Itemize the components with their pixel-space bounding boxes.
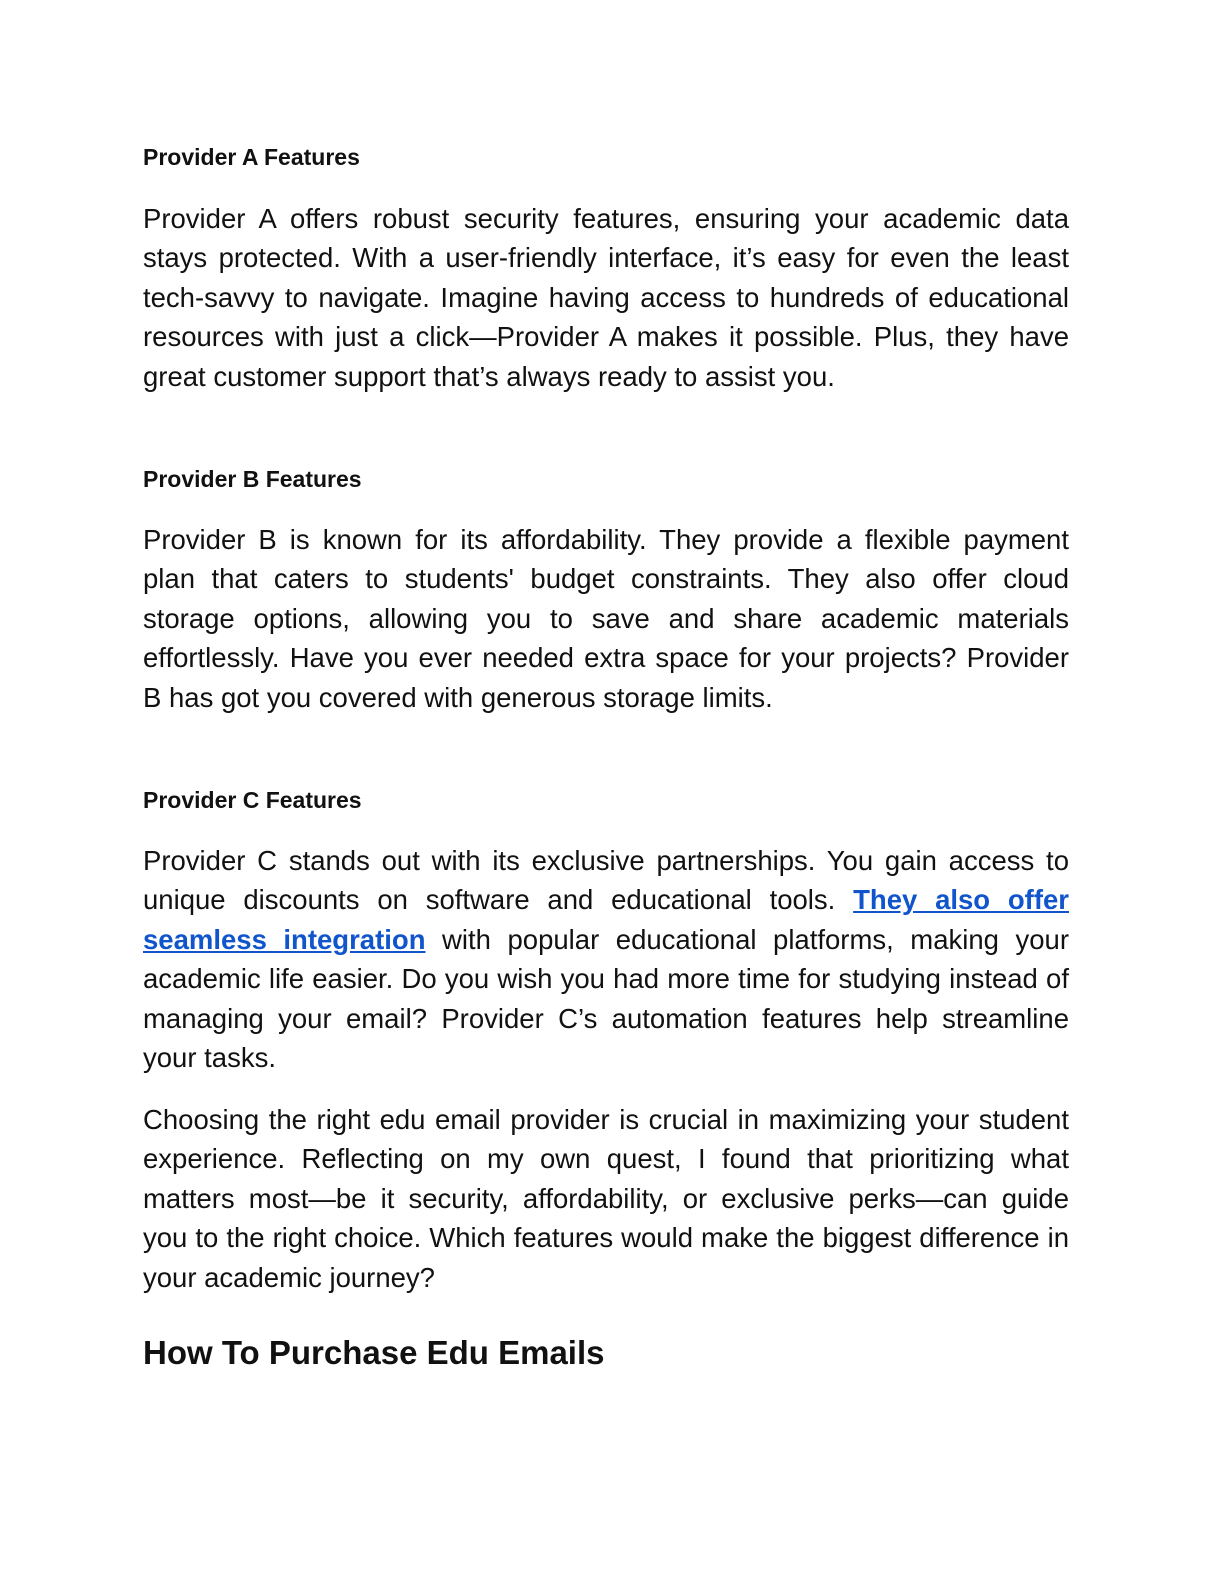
- seamless-integration-link[interactable]: They also offer seamless integration: [143, 884, 1069, 955]
- provider-b-paragraph: Provider B is known for its affordability. They provide a flexible payment plan that caters to students' budget constraints. They also offer cloud storage options, allowing you to save and share academic materials effortlessly. Have you ever needed extra space for your projects? Provider B has got you covered with generous storage limits.: [143, 524, 1069, 713]
- provider-b-heading: Provider B Features: [143, 466, 362, 492]
- provider-c-paragraph: [143, 841, 1069, 1077]
- provider-c-text-after-link: with popular educational platforms, making your academic life easier. Do you wish you had more time for studying instead of managing your email? Provider C’s automation features help streamline your tasks.: [143, 923, 1070, 1074]
- provider-a-heading: Provider A Features: [143, 144, 360, 170]
- provider-c-heading: Provider C Features: [143, 787, 362, 813]
- provider-c-text-before-link: Provider C stands out with its exclusive partnerships. You gain access to unique discounts on software and educational tools.: [143, 845, 1069, 916]
- purchase-section-heading: How To Purchase Edu Emails: [143, 1334, 605, 1371]
- provider-a-paragraph: Provider A offers robust security features, ensuring your academic data stays protected. With a user-friendly interface, it’s easy for even the least tech-savvy to navigate. Imagine having access to hundreds of educational resources with just a click—Provider A makes it possible. Plus, they have great customer support that’s always ready to assist you.: [143, 203, 1069, 392]
- conclusion-paragraph: Choosing the right edu email provider is crucial in maximizing your student experience. Reflecting on my own quest, I found that prioritizing what matters most—be it security, affordability, or exclusive perks—can guide you to the right choice. Which features would make the biggest difference in your academic journey?: [143, 1104, 1069, 1293]
